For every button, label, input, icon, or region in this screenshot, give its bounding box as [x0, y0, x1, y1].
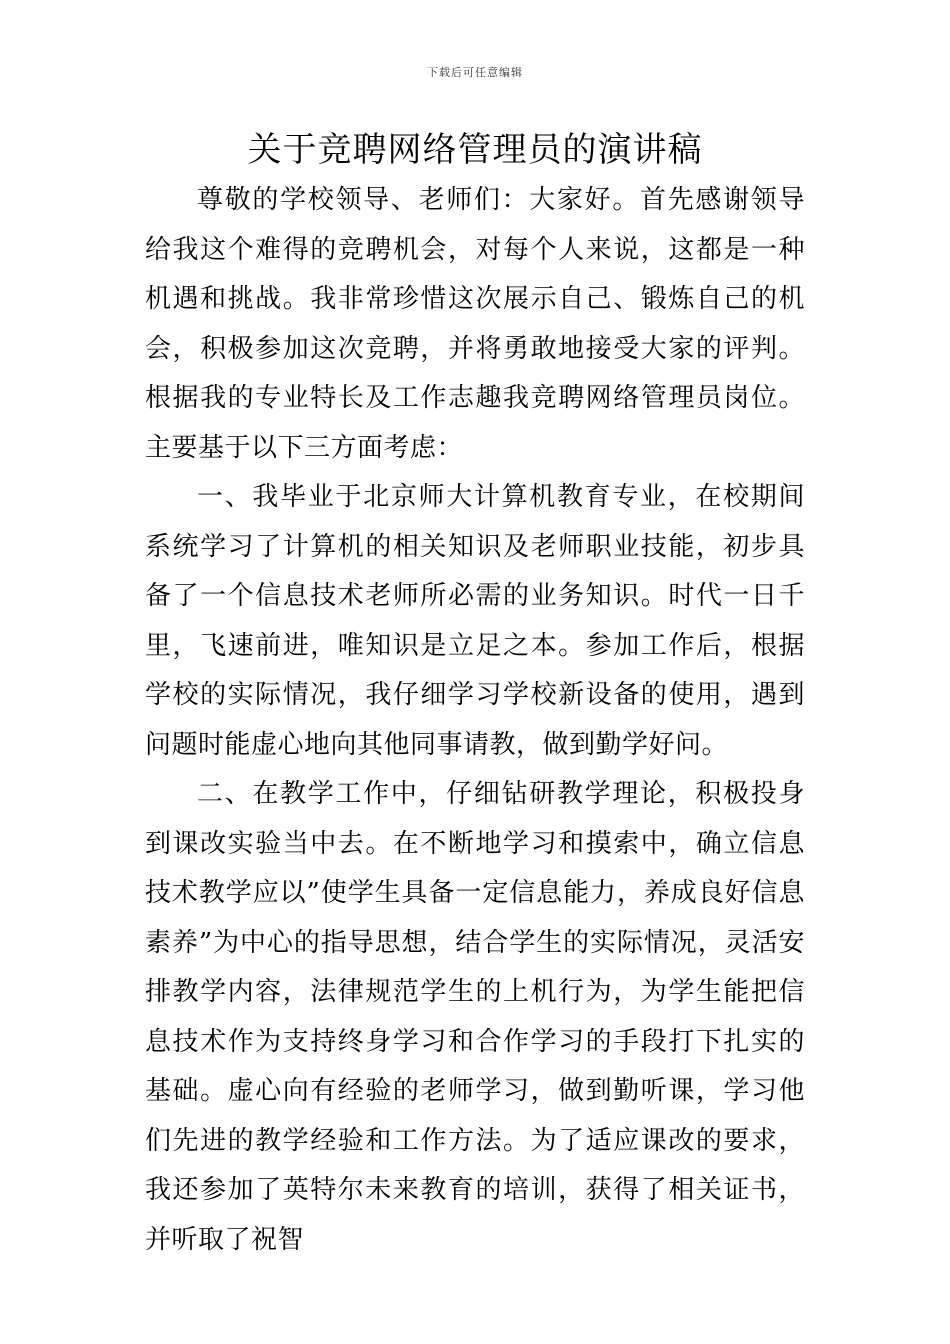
paragraph-point-one: 一、我毕业于北京师大计算机教育专业，在校期间系统学习了计算机的相关知识及老师职业技能，初步具备了一个信息技术老师所必需的业务知识。时代一日千里，飞速前进，唯知识是立足之本。参加工作后，根据学校的实际情况，我仔细学习学校新设备的使用，遇到问题时能虚心地向其他同事请教，做到勤学好问。 — [145, 482, 805, 760]
document-body — [145, 176, 805, 1265]
paragraph-intro: 尊敬的学校领导、老师们：大家好。首先感谢领导给我这个难得的竞聘机会，对每个人来说，这都是一种机遇和挑战。我非常珍惜这次展示自己、锻炼自己的机会，积极参加这次竞聘，并将勇敢地接受大家的评判。根据我的专业特长及工作志趣我竞聘网络管理员岗位。主要基于以下三方面考虑： — [145, 185, 805, 463]
download-note: 下载后可任意编辑 — [427, 66, 523, 79]
paragraph-point-two: 二、在教学工作中，仔细钻研教学理论，积极投身到课改实验当中去。在不断地学习和摸索中，确立信息技术教学应以”使学生具备一定信息能力，养成良好信息素养”为中心的指导思想，结合学生的实际情况，灵活安排教学内容，法律规范学生的上机行为，为学生能把信息技术作为支持终身学习和合作学习的手段打下扎实的基础。虚心向有经验的老师学习，做到勤听课，学习他们先进的教学经验和工作方法。为了适应课改的要求，我还参加了英特尔未来教育的培训，获得了相关证书，并听取了祝智 — [145, 779, 805, 1255]
document-title: 关于竞聘网络管理员的演讲稿 — [247, 130, 703, 170]
